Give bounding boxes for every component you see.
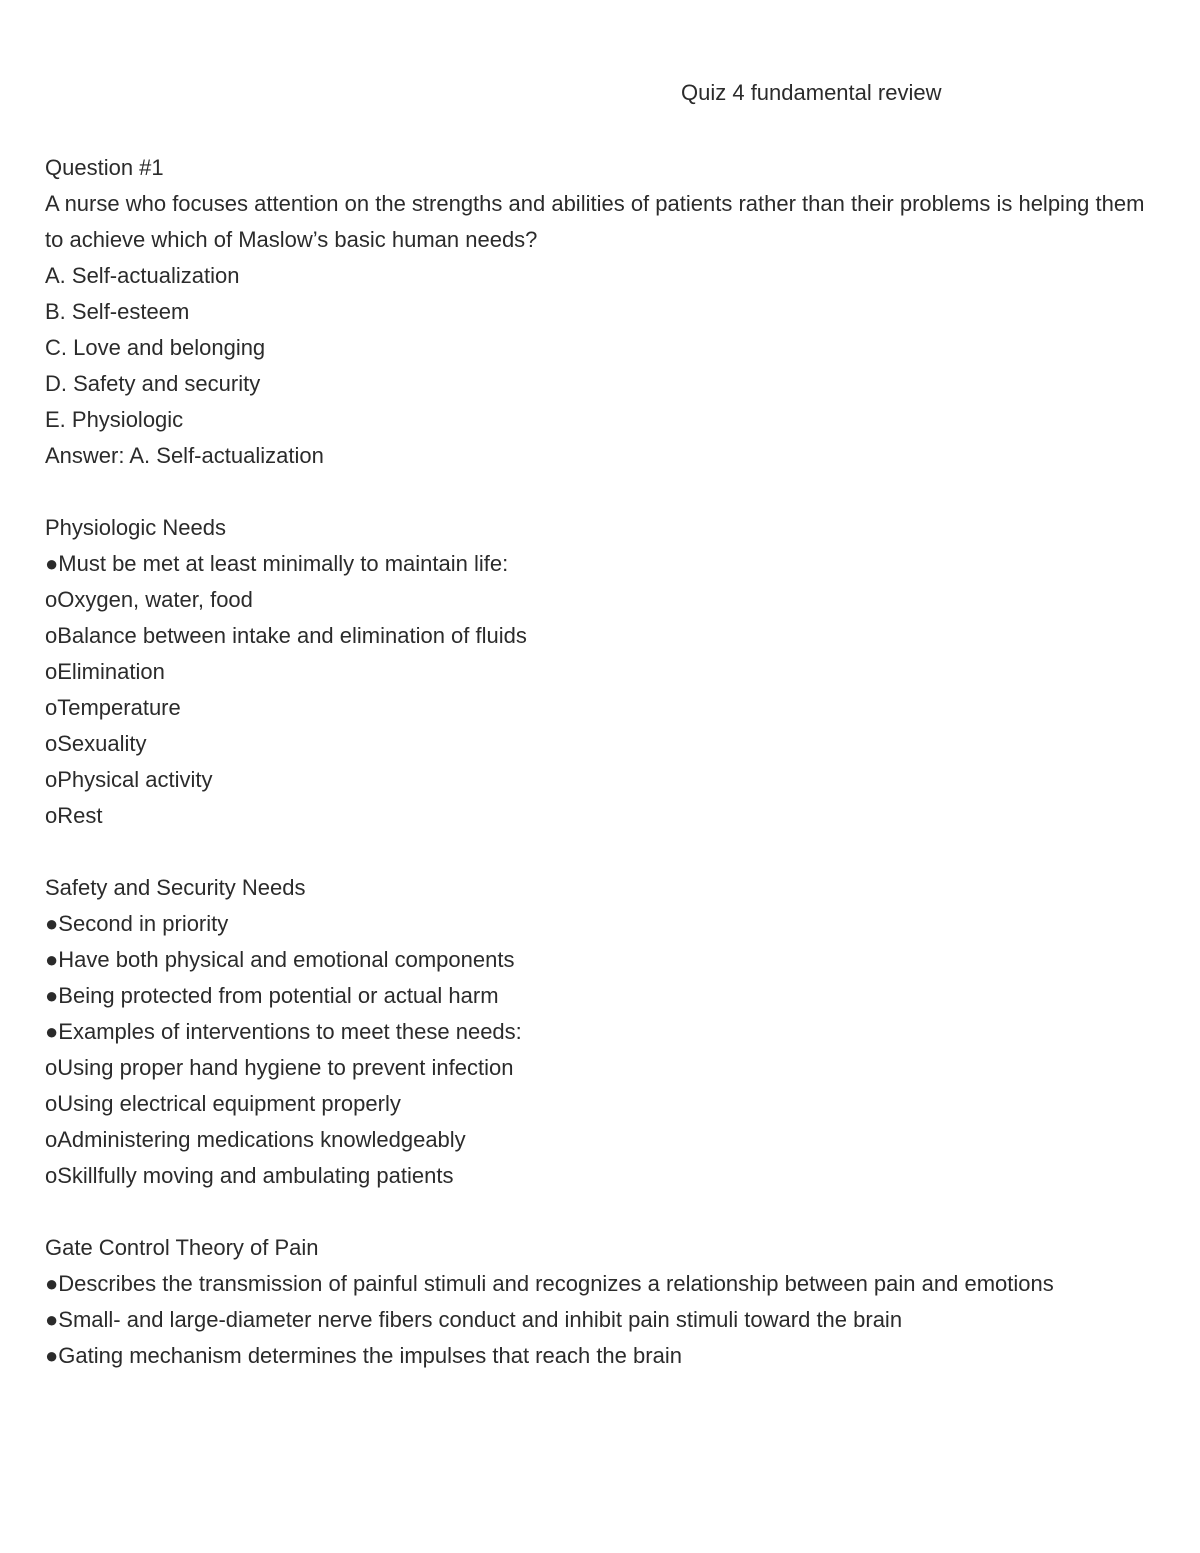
- answer-option: D. Safety and security: [45, 371, 261, 396]
- bullet-point: ●Small- and large-diameter nerve fibers conduct and inhibit pain stimuli toward the brain: [45, 1307, 903, 1332]
- bullet-point: ●Being protected from potential or actual harm: [45, 983, 499, 1008]
- bullet-point: ●Have both physical and emotional components: [45, 947, 515, 972]
- sub-point: oTemperature: [45, 695, 181, 720]
- section-gap: [45, 834, 1155, 870]
- bullet-point: ●Examples of interventions to meet these needs:: [45, 1019, 522, 1044]
- sub-point: oRest: [45, 803, 103, 828]
- safety-security-section: [45, 870, 1155, 1194]
- sub-point: oSexuality: [45, 731, 147, 756]
- section-gap: [45, 474, 1155, 510]
- bullet-point: ●Describes the transmission of painful stimuli and recognizes a relationship between pain and emotions: [45, 1271, 1054, 1296]
- gate-control-section: [45, 1230, 1155, 1374]
- section-heading: Safety and Security Needs: [45, 875, 306, 900]
- sub-point: oUsing electrical equipment properly: [45, 1091, 401, 1116]
- answer-option: A. Self-actualization: [45, 263, 240, 288]
- section-gap: [45, 1194, 1155, 1230]
- answer-option: B. Self-esteem: [45, 299, 190, 324]
- section-heading: Physiologic Needs: [45, 515, 226, 540]
- document-title: Quiz 4 fundamental review: [681, 80, 942, 105]
- correct-answer: Answer: A. Self-actualization: [45, 443, 324, 468]
- bullet-point: ●Gating mechanism determines the impulses that reach the brain: [45, 1343, 682, 1368]
- sub-point: oPhysical activity: [45, 767, 213, 792]
- sub-point: oSkillfully moving and ambulating patients: [45, 1163, 454, 1188]
- section-heading: Gate Control Theory of Pain: [45, 1235, 319, 1260]
- bullet-point: ●Must be met at least minimally to maintain life:: [45, 551, 509, 576]
- sub-point: oAdministering medications knowledgeably: [45, 1127, 466, 1152]
- question-section: [45, 150, 1155, 474]
- question-text: A nurse who focuses attention on the strengths and abilities of patients rather than their problems is helping them to achieve which of Maslow’s basic human needs?: [45, 191, 1145, 252]
- question-heading: Question #1: [45, 155, 164, 180]
- sub-point: oBalance between intake and elimination of fluids: [45, 623, 527, 648]
- answer-option: E. Physiologic: [45, 407, 184, 432]
- sub-point: oOxygen, water, food: [45, 587, 253, 612]
- document-body: [45, 150, 1155, 1374]
- answer-option: C. Love and belonging: [45, 335, 266, 360]
- bullet-point: ●Second in priority: [45, 911, 229, 936]
- physiologic-needs-section: [45, 510, 1155, 834]
- sub-point: oElimination: [45, 659, 165, 684]
- sub-point: oUsing proper hand hygiene to prevent infection: [45, 1055, 514, 1080]
